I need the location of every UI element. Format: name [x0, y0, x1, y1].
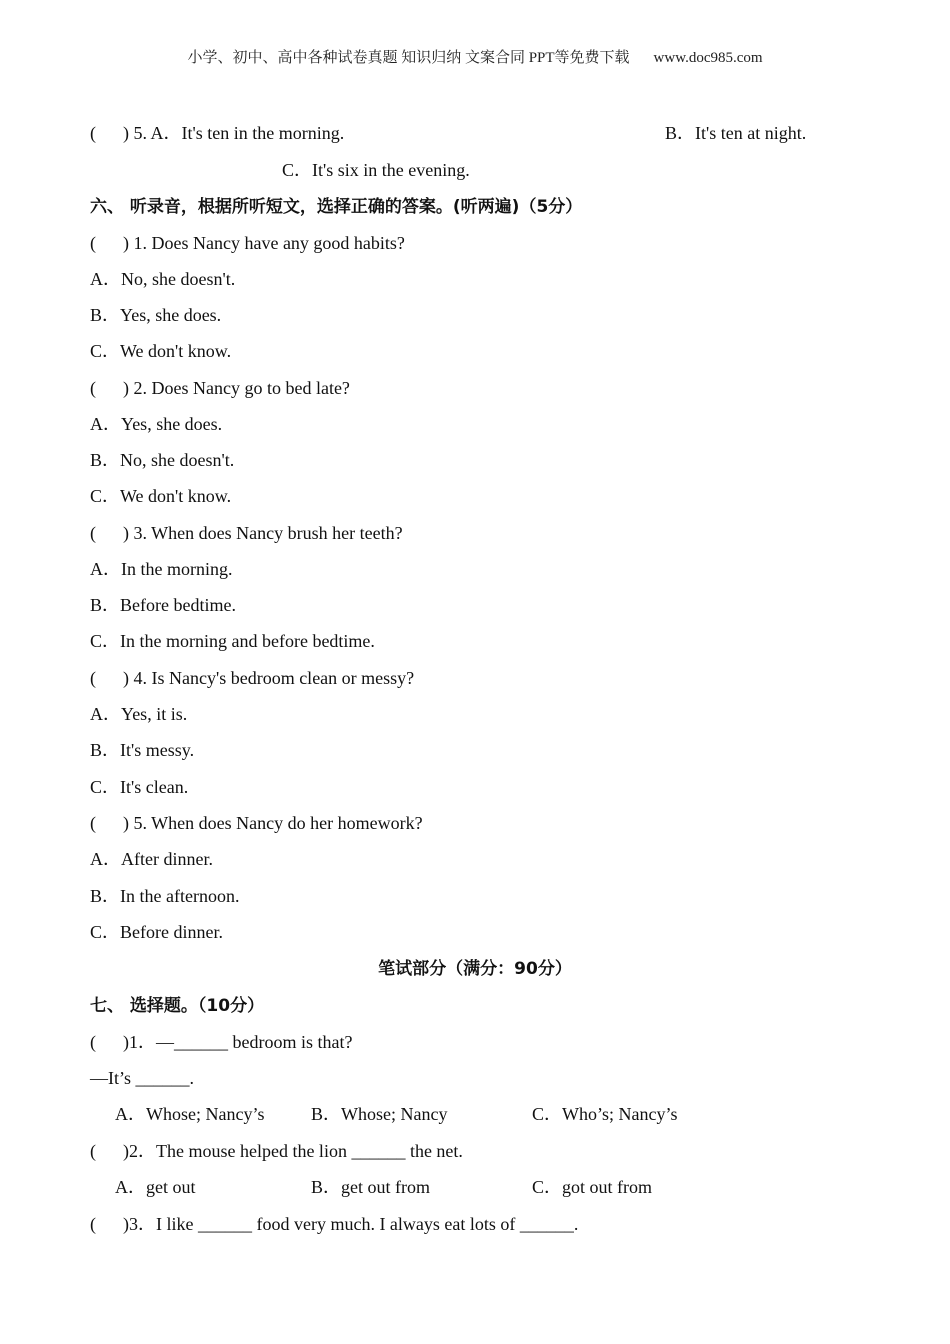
- s6-q3: ( ) 3. When does Nancy brush her teeth?: [90, 523, 403, 543]
- section7-title: 七、 选择题。（10分）: [90, 996, 265, 1016]
- s6-q1-c: C．We don't know.: [90, 341, 232, 361]
- s6-q5-c: C．Before dinner.: [90, 922, 223, 942]
- header-text: 小学、初中、高中各种试卷真题 知识归纳 文案合同 PPT等免费下载: [187, 50, 630, 66]
- p5-q5-stem: ( ) 5. A．It's ten in the morning.: [90, 123, 345, 143]
- s6-q4: ( ) 4. Is Nancy's bedroom clean or messy?: [90, 668, 415, 688]
- s6-q3-c: C．In the morning and before bedtime.: [90, 631, 375, 651]
- header-site[interactable]: www.doc985.com: [653, 50, 763, 66]
- s6-q2-b: B．No, she doesn't.: [90, 450, 235, 470]
- section6-title: 六、 听录音，根据所听短文，选择正确的答案。(听两遍)（5分）: [90, 197, 583, 217]
- page-header: [0, 46, 950, 67]
- s6-q5-a: A．After dinner.: [90, 849, 213, 869]
- written-part-title: 笔试部分（满分：90分）: [378, 959, 572, 979]
- s6-q5-b: B．In the afternoon.: [90, 886, 240, 906]
- s6-q4-c: C．It's clean.: [90, 777, 189, 797]
- s6-q1: ( ) 1. Does Nancy have any good habits?: [90, 233, 405, 253]
- s7-q1-option-a: A．Whose; Nancy’s: [115, 1104, 265, 1124]
- s7-q1-option-c: C．Who’s; Nancy’s: [532, 1104, 678, 1124]
- s6-q3-a: A．In the morning.: [90, 559, 233, 579]
- s6-q1-b: B．Yes, she does.: [90, 305, 222, 325]
- s6-q3-b: B．Before bedtime.: [90, 595, 236, 615]
- s6-q5: ( ) 5. When does Nancy do her homework?: [90, 813, 423, 833]
- s7-q2-stem: ( )2．The mouse helped the lion ______ the net.: [90, 1141, 463, 1161]
- s7-q3-stem: ( )3．I like ______ food very much. I always eat lots of ______.: [90, 1214, 579, 1234]
- s7-q1-option-b: B．Whose; Nancy: [311, 1104, 448, 1124]
- s7-q1-reply: —It’s ______.: [90, 1068, 195, 1088]
- s7-q2-option-a: A．get out: [115, 1177, 196, 1197]
- s6-q4-b: B．It's messy.: [90, 740, 195, 760]
- p5-q5-option-c: C．It's six in the evening.: [282, 160, 470, 180]
- s6-q2-c: C．We don't know.: [90, 486, 232, 506]
- s6-q4-a: A．Yes, it is.: [90, 704, 188, 724]
- s6-q1-a: A．No, she doesn't.: [90, 269, 236, 289]
- s7-q2-option-b: B．get out from: [311, 1177, 430, 1197]
- p5-q5-option-b: B．It's ten at night.: [665, 123, 807, 143]
- s6-q2-a: A．Yes, she does.: [90, 414, 223, 434]
- s6-q2: ( ) 2. Does Nancy go to bed late?: [90, 378, 350, 398]
- s7-q1-stem: ( )1．—______ bedroom is that?: [90, 1032, 353, 1052]
- s7-q2-option-c: C．got out from: [532, 1177, 652, 1197]
